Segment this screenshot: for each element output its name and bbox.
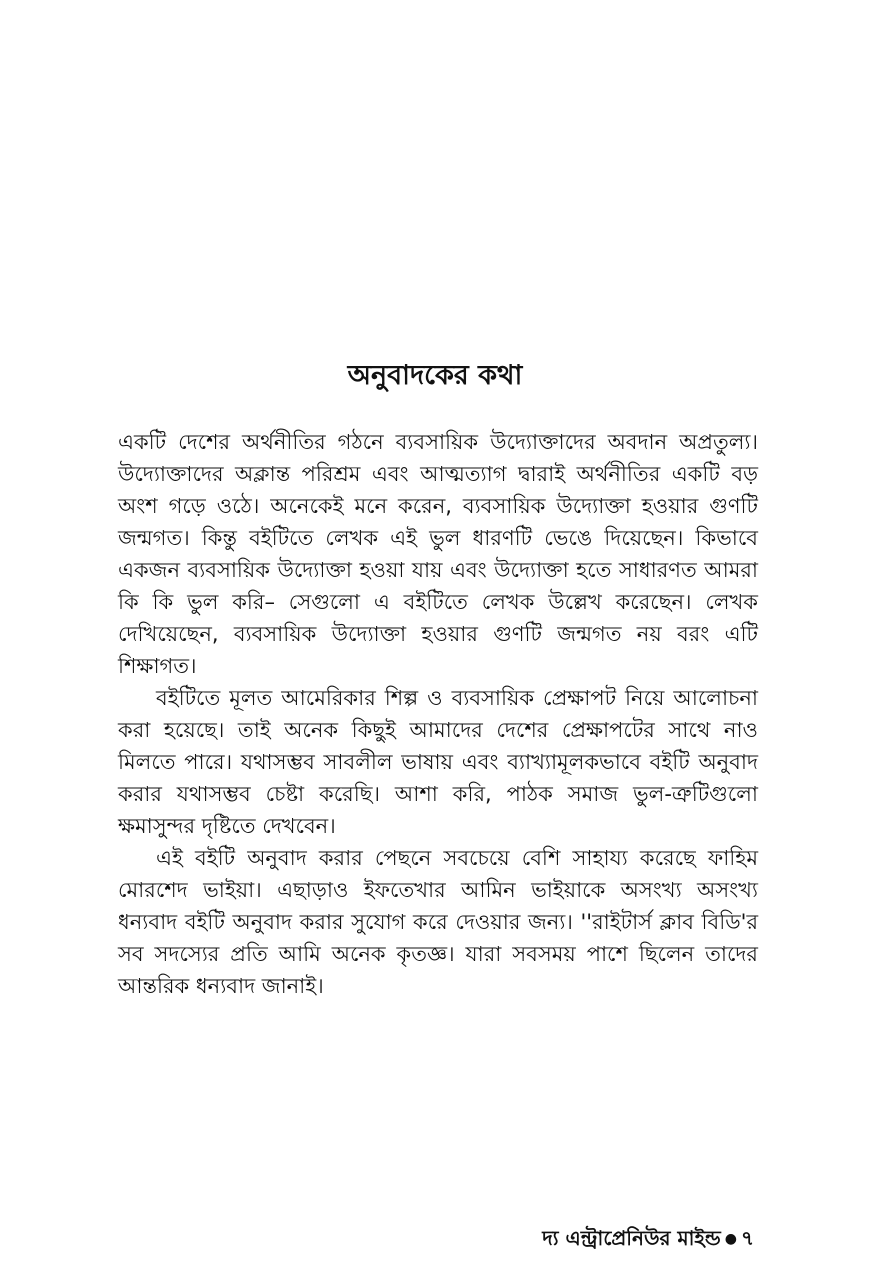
bullet-separator-icon: ● bbox=[724, 1231, 737, 1247]
body-text bbox=[118, 426, 758, 1002]
paragraph-2: বইটিতে মূলত আমেরিকার শিল্প ও ব্যবসায়িক প্রেক্ষাপট নিয়ে আলোচনা করা হয়েছে। তাই অনেক কিছুই আমাদের দেশের প্রেক্ষাপটের সাথে নাও মিলতে পারে। যথাসম্ভব সাবলীল ভাষায় এবং ব্যাখ্যামূলকভাবে বইটি অনুবাদ করার যথাসম্ভব চেষ্টা করেছি। আশা করি, পাঠক সমাজ ভুল-ত্রুটিগুলো ক্ষমাসুন্দর দৃষ্টিতে দেখবেন। bbox=[118, 686, 758, 838]
page-number: ৭ bbox=[740, 1226, 754, 1250]
paragraph-3: এই বইটি অনুবাদ করার পেছনে সবচেয়ে বেশি সাহায্য করেছে ফাহিম মোরশেদ ভাইয়া। এছাড়াও ইফতেখার আমিন ভাইয়াকে অসংখ্য অসংখ্য ধন্যবাদ বইটি অনুবাদ করার সুযোগ করে দেওয়ার জন্য। ''রাইটার্স ক্লাব বিডি'র সব সদস্যের প্রতি আমি অনেক কৃতজ্ঞ। যারা সবসময় পাশে ছিলেন তাদের আন্তরিক ধন্যবাদ জানাই। bbox=[118, 846, 758, 998]
page-title: অনুবাদকের কথা bbox=[347, 360, 523, 391]
running-title: দ্য এন্ট্রাপ্রেনিউর মাইন্ড bbox=[542, 1226, 721, 1250]
page-footer bbox=[542, 1224, 754, 1253]
paragraph-1: একটি দেশের অর্থনীতির গঠনে ব্যবসায়িক উদ্যোক্তাদের অবদান অপ্রতুল্য। উদ্যোক্তাদের অক্লান্ত পরিশ্রম এবং আত্মত্যাগ দ্বারাই অর্থনীতির একটি বড় অংশ গড়ে ওঠে। অনেকেই মনে করেন, ব্যবসায়িক উদ্যোক্তা হওয়ার গুণটি জন্মগত। কিন্তু বইটিতে লেখক এই ভুল ধারণটি ভেঙে দিয়েছেন। কিভাবে একজন ব্যবসায়িক উদ্যোক্তা হওয়া যায় এবং উদ্যোক্তা হতে সাধারণত আমরা কি কি ভুল করি– সেগুলো এ বইটিতে লেখক উল্লেখ করেছেন। লেখক দেখিয়েছেন, ব্যবসায়িক উদ্যোক্তা হওয়ার গুণটি জন্মগত নয় বরং এটি শিক্ষাগত। bbox=[118, 430, 758, 678]
